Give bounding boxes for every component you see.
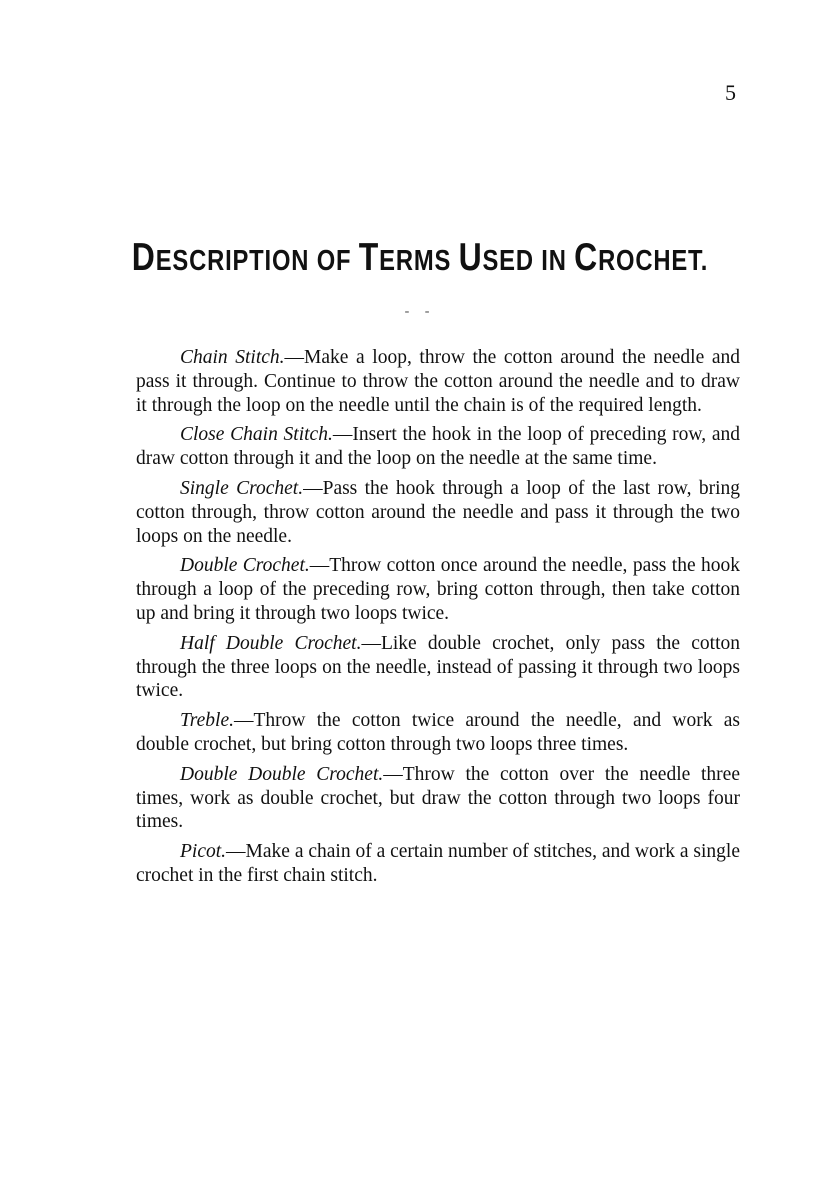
- entry-single-crochet: [136, 477, 740, 548]
- entry-term: Chain Stitch.: [180, 347, 285, 368]
- entry-term: Picot.: [180, 841, 227, 863]
- page-number: 5: [725, 80, 736, 105]
- entry-close-chain-stitch: [136, 423, 740, 471]
- entry-term: Double Double Crochet.: [180, 763, 384, 785]
- entry-text: —Pass the hook through a loop of the last row, bring cotton through, throw cotton around the needle and pass it through the two loops on the needle.: [136, 477, 740, 547]
- entry-term: Double Crochet.: [180, 555, 310, 577]
- entry-double-double-crochet: [136, 763, 740, 834]
- entry-text: —Make a chain of a certain number of stitches, and work a single crochet in the first chain stitch.: [136, 841, 740, 886]
- entry-chain-stitch: [136, 346, 740, 417]
- entry-text: —Throw the cotton twice around the needle, and work as double crochet, but bring cotton through two loops three times.: [136, 710, 740, 755]
- title-word-4: USED: [458, 236, 534, 279]
- title-word-2: OF: [316, 245, 352, 277]
- entry-term: Treble.: [180, 710, 234, 732]
- title-word-1: DESCRIPTION: [131, 236, 310, 279]
- entry-term: Half Double Crochet.: [180, 632, 362, 654]
- entry-text: —Throw cotton once around the needle, pass the hook through a loop of the preceding row, bring cotton through, then take cotton up and bring it through two loops twice.: [136, 555, 740, 624]
- title-word-3: TERMS: [358, 236, 452, 279]
- entry-term: Close Chain Stitch.: [180, 424, 333, 446]
- entry-half-double-crochet: [136, 632, 740, 703]
- entry-text: —Insert the hook in the loop of preceding row, and draw cotton through it and the loop on the needle at the same time.: [136, 424, 741, 470]
- entry-text: —Make a loop, throw the cotton around the needle and pass it through. Continue to throw the cotton around the needle and to draw it through the loop on the needle until the chain is of the required length.: [136, 347, 740, 416]
- entry-text: —Throw the cotton over the needle three times, work as double crochet, but draw the cotton through two loops four times.: [136, 763, 740, 833]
- title-word-6: CROCHET.: [574, 236, 709, 279]
- entry-treble: [136, 709, 740, 757]
- entry-term: Single Crochet.: [180, 477, 304, 499]
- terms-list: [136, 346, 740, 894]
- title-word-5: IN: [541, 245, 567, 277]
- title-divider: - -: [404, 304, 436, 319]
- entry-picot: [136, 840, 740, 888]
- entry-text: —Like double crochet, only pass the cotton through the three loops on the needle, instead of passing it through two loops twice.: [136, 632, 741, 702]
- page-title: [76, 236, 765, 280]
- entry-double-crochet: [136, 554, 740, 625]
